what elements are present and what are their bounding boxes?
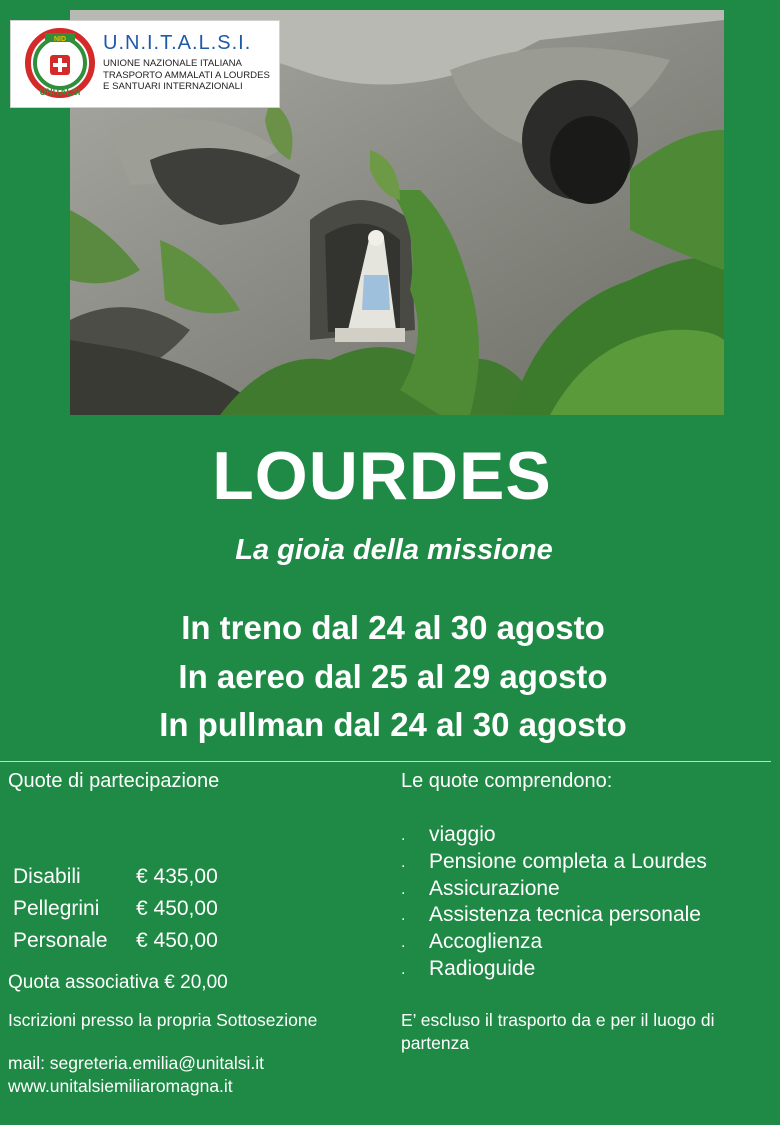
price-value: € 450,00 [136,929,218,952]
price-label: Disabili [13,865,81,888]
table-row [13,861,218,893]
list-item [401,956,707,983]
unitalsi-logo [10,20,280,108]
list-item-label: Accoglienza [429,930,543,954]
list-item-label: Assicurazione [429,876,560,900]
price-label: Pellegrini [13,897,100,920]
price-table [13,861,218,957]
bullet-icon: . [401,827,406,844]
bullet-icon: . [401,853,406,871]
list-item-label: Radioguide [429,956,536,980]
exclusion-note: E’ escluso il trasporto da e per il luogo di partenza [401,1010,715,1053]
includes-section [401,768,776,1053]
divider [0,761,771,762]
unitalsi-emblem-icon [25,27,95,101]
bullet-icon: . [401,934,406,952]
travel-line-bus: In pullman dal 24 al 30 agosto [159,706,627,743]
list-item-label: viaggio [429,823,496,846]
list-item [401,849,707,876]
headline: LOURDES [212,438,552,514]
list-item [401,822,707,849]
logo-subtitle-line: E SANTUARI INTERNAZIONALI [103,81,243,92]
list-item [401,929,707,956]
emblem-top-text: NID [53,36,67,43]
registration-info: Iscrizioni presso la propria Sottosezione [8,1010,318,1030]
bullet-icon: . [401,907,406,925]
list-item-label: Assistenza tecnica personale [429,903,701,927]
logo-title: U.N.I.T.A.L.S.I. [103,32,252,54]
bullet-icon: . [401,960,406,978]
emblem-text: UNITALSI [39,87,81,97]
includes-list [401,822,707,983]
contact-mail: mail: segreteria.emilia@unitalsi.it [8,1053,265,1073]
contact-info [8,1052,264,1098]
price-value: € 450,00 [136,897,218,920]
list-item [401,876,707,903]
contact-website: www.unitalsiemiliaromagna.it [8,1076,233,1096]
price-value: € 435,00 [136,865,218,888]
associative-fee: Quota associativa € 20,00 [8,972,228,993]
quotes-title: Quote di partecipazione [8,770,220,792]
list-item-label: Pensione completa a Lourdes [429,849,707,873]
includes-title: Le quote comprendono: [401,770,613,792]
subtitle: La gioia della missione [235,534,553,566]
logo-subtitle-line: UNIONE NAZIONALE ITALIANA [103,58,242,69]
logo-subtitle [103,58,275,93]
table-row [13,893,218,925]
travel-line-plane: In aereo dal 25 al 29 agosto [178,658,608,695]
logo-subtitle-line: TRASPORTO AMMALATI A LOURDES [103,69,270,81]
travel-line-train: In treno dal 24 al 30 agosto [181,609,605,646]
price-label: Personale [13,929,108,952]
table-row [13,925,218,957]
list-item [401,902,707,929]
bullet-icon: . [401,880,406,898]
quotes-section [8,768,378,1096]
